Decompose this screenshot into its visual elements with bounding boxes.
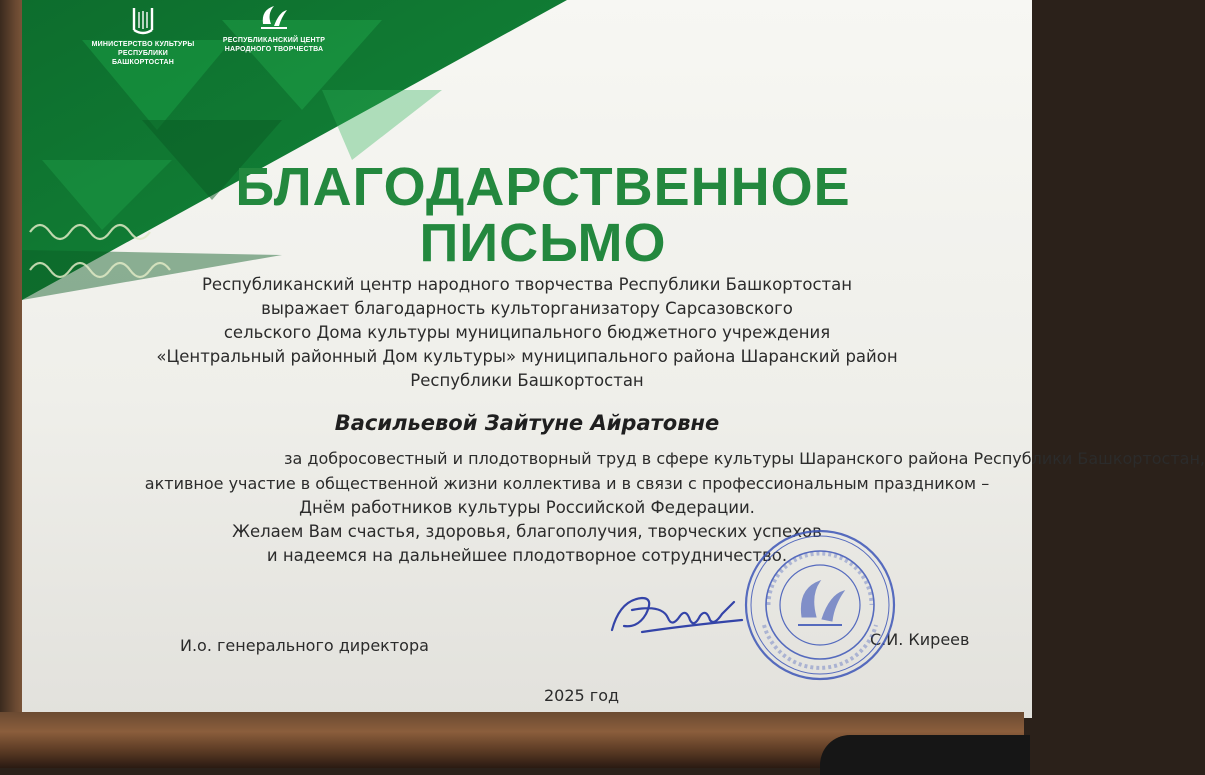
official-stamp: [740, 525, 900, 685]
center-logo-line1: РЕСПУБЛИКАНСКИЙ ЦЕНТР: [222, 37, 326, 44]
document-year: 2025 год: [544, 686, 620, 705]
signer-position: И.о. генерального директора: [180, 636, 429, 655]
intro-line: выражает благодарность культорганизатору Сарсазовского: [261, 299, 793, 318]
title-line-2: ПИСЬМО: [419, 213, 667, 273]
center-logo-line2: НАРОДНОГО ТВОРЧЕСТВА: [224, 46, 324, 53]
intro-line: Республики Башкортостан: [410, 371, 644, 390]
ministry-logo: [88, 6, 198, 67]
dark-cloth-corner: [820, 735, 1030, 775]
reason-line: активное участие в общественной жизни коллектива и в связи с профессиональным праздником –: [144, 474, 990, 493]
handwritten-signature: [602, 580, 752, 650]
folk-art-center-icon: [257, 2, 291, 32]
ministry-logo-line2: РЕСПУБЛИКИ БАШКОРТОСТАН: [112, 50, 174, 66]
intro-line: сельского Дома культуры муниципального бюджетного учреждения: [223, 323, 831, 342]
ministry-culture-lyre-icon: [126, 6, 160, 36]
folk-art-center-logo: [214, 2, 334, 54]
ministry-logo-line1: МИНИСТЕРСТВО КУЛЬТУРЫ: [91, 41, 195, 48]
intro-line: «Центральный районный Дом культуры» муниципального района Шаранский район: [156, 347, 898, 366]
reason-line: Желаем Вам счастья, здоровья, благополучия, творческих успехов: [232, 522, 822, 541]
intro-line: Республиканский центр народного творчества Республики Башкортостан: [201, 275, 853, 294]
signer-name: С.И. Киреев: [870, 630, 970, 649]
reason-line: и надеемся на дальнейшее плодотворное сотрудничество.: [266, 546, 788, 565]
recipient-name: Васильевой Зайтуне Айратовне: [334, 411, 720, 435]
title-line-1: БЛАГОДАРСТВЕННОЕ: [235, 157, 851, 217]
reason-line: за добросовестный и плодотворный труд в сфере культуры Шаранского района Республики Башкортостан,: [284, 449, 1205, 468]
certificate-paper: [22, 0, 1205, 718]
reason-line: Днём работников культуры Российской Федерации.: [299, 498, 755, 517]
